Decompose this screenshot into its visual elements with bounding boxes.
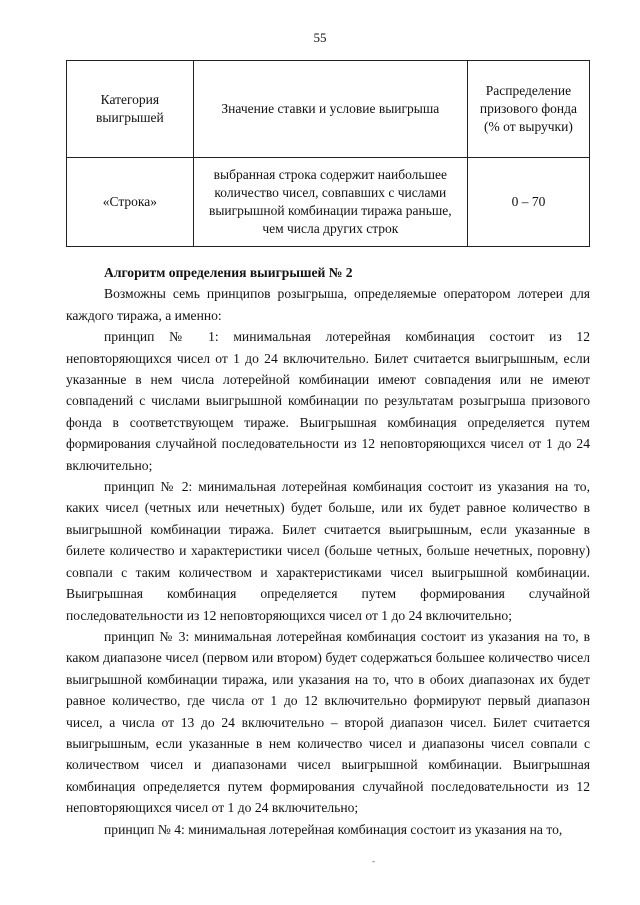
header-condition: Значение ставки и условие выигрыша (193, 61, 467, 158)
principle-3-paragraph: принцип № 3: минимальная лотерейная комбинация состоит из указания на то, в каком диапазоне чисел (первом или втором) будет содержаться большее количество чисел выигрышной комбинации тиража, или указания на то, что в обоих диапазонах их будет равное количество, где числа от 1 до 12 включительно формируют первый диапазон чисел, а числа от 13 до 24 включительно – второй диапазон чисел. Билет считается выигрышным, если указанные в нем количество чисел и диапазоны чисел совпали с количеством чисел и диапазонами чисел выигрышной комбинации. Выигрышная комбинация определяется путем формирования случайной последовательности из 12 неповторяющихся чисел от 1 до 24 включительно; (66, 628, 590, 816)
header-prize-share: Распределение призового фонда (% от выручки) (467, 61, 589, 158)
section-heading: Алгоритм определения выигрышей № 2 (104, 265, 353, 280)
table-header-row (67, 61, 590, 158)
principle-1-paragraph: принцип № 1: минимальная лотерейная комбинация состоит из 12 неповторяющихся чисел от 1 до 24 включительно. Билет считается выигрышным, если указанные в нем числа лотерейной комбинации имеют совпадения или не имеют совпадений с числами выигрышной комбинации по результатам розыгрыша призового фонда в соответствующем тираже. Выигрышная комбинация определяется путем формирования случайной последовательности из 12 неповторяющихся чисел от 1 до 24 включительно; (66, 329, 590, 473)
intro-paragraph: Возможны семь принципов розыгрыша, определяемые оператором лотереи для каждого тиража, а именно: (66, 286, 590, 323)
header-category: Категория выигрышей (67, 61, 194, 158)
principle-4-paragraph: принцип № 4: минимальная лотерейная комбинация состоит из указания на то, (104, 821, 563, 837)
cell-category: «Строка» (67, 158, 194, 247)
principle-2-paragraph: принцип № 2: минимальная лотерейная комбинация состоит из указания на то, каких чисел (четных или нечетных) будет больше, или их будет равное количество в выигрышной комбинации тиража. Билет считается выигрышным, если указанные в билете количество и характеристики чисел (больше четных, больше нечетных, поровну) совпали с таким количеством и характеристиками чисел выигрышной комбинации. Выигрышная комбинация определяется путем формирования случайной последовательности из 12 неповторяющихся чисел от 1 до 24 включительно; (66, 479, 590, 623)
document-body (66, 262, 590, 840)
prize-distribution-table (66, 60, 590, 247)
cell-condition: выбранная строка содержит наибольшее количество чисел, совпавших с числами выигрышной комбинации тиража раньше, чем числа других строк (193, 158, 467, 247)
footer-mark: - (372, 856, 375, 866)
table-row (67, 158, 590, 247)
cell-prize-share: 0 – 70 (467, 158, 589, 247)
page-number: 55 (313, 30, 327, 45)
